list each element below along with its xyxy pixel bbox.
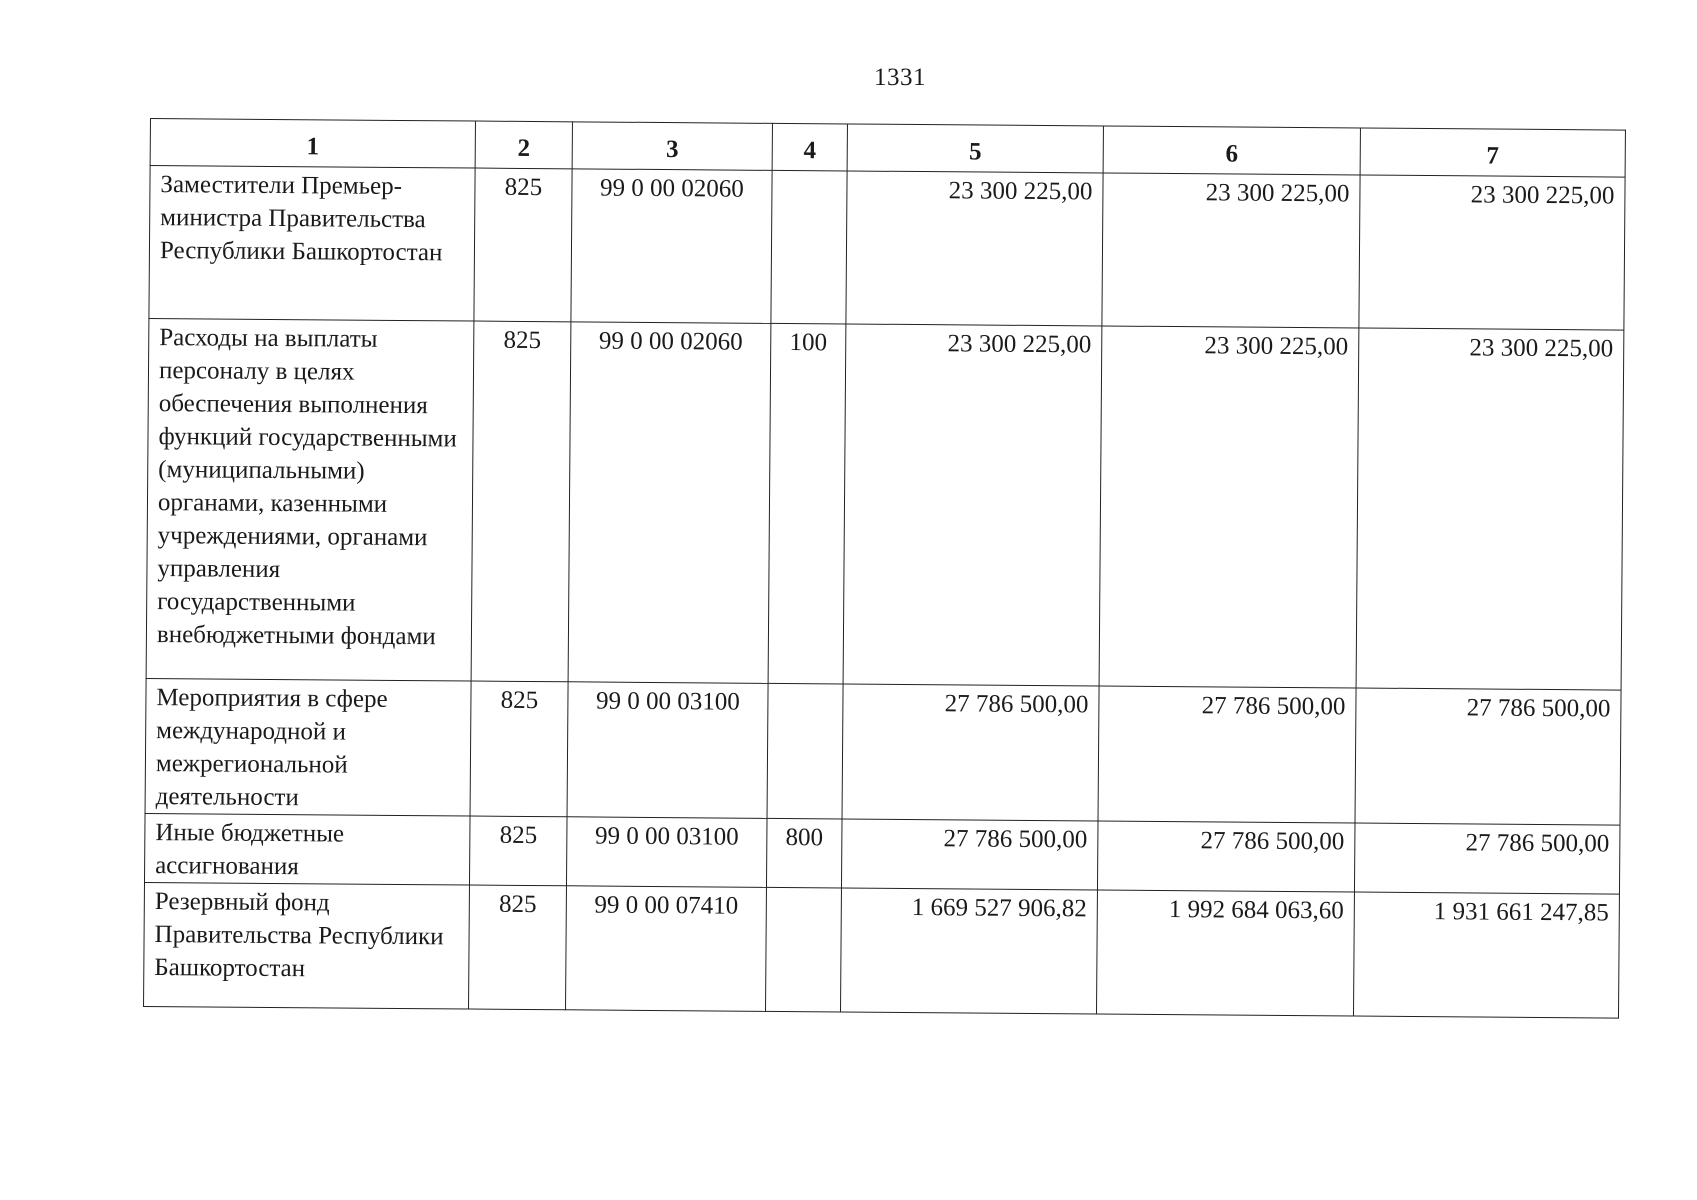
row-sum-2: 1 992 684 063,60 xyxy=(1096,890,1354,1016)
row-name: Иные бюджетные ассигнования xyxy=(144,813,470,885)
header-col-5: 5 xyxy=(847,124,1103,173)
row-sum-3: 1 931 661 247,85 xyxy=(1353,892,1619,1018)
row-csr: 99 0 00 03100 xyxy=(567,682,768,819)
row-sum-3: 27 786 500,00 xyxy=(1355,688,1621,825)
row-csr: 99 0 00 02060 xyxy=(568,322,771,684)
row-ved: 825 xyxy=(469,816,567,886)
row-vr: 800 xyxy=(766,818,842,888)
row-sum-1: 1 669 527 906,82 xyxy=(841,888,1098,1014)
table-row xyxy=(144,813,1619,894)
row-sum-2: 23 300 225,00 xyxy=(1099,326,1359,688)
row-vr xyxy=(771,170,847,324)
row-sum-3: 23 300 225,00 xyxy=(1356,328,1624,690)
row-sum-2: 27 786 500,00 xyxy=(1097,821,1355,892)
row-sum-1: 23 300 225,00 xyxy=(843,324,1102,686)
row-csr: 99 0 00 02060 xyxy=(571,169,772,324)
row-name: Мероприятия в сфере международной и межрегиональной деятельности xyxy=(145,678,471,816)
row-csr: 99 0 00 03100 xyxy=(566,817,767,888)
table-row xyxy=(146,318,1624,690)
budget-table-container xyxy=(143,118,1625,1019)
budget-table xyxy=(143,118,1626,1019)
header-col-6: 6 xyxy=(1103,126,1360,175)
row-csr: 99 0 00 07410 xyxy=(566,886,767,1012)
row-sum-1: 23 300 225,00 xyxy=(846,171,1103,326)
row-sum-2: 27 786 500,00 xyxy=(1098,686,1356,823)
row-ved: 825 xyxy=(470,681,568,817)
header-col-2: 2 xyxy=(475,121,572,169)
row-name: Резервный фонд Правительства Республики Башкортостан xyxy=(144,882,470,1009)
table-row xyxy=(149,166,1625,331)
row-ved: 825 xyxy=(469,885,567,1010)
row-ved: 825 xyxy=(474,168,572,322)
row-name: Заместители Премьер-министра Правительства Республики Башкортостан xyxy=(149,166,475,322)
table-row xyxy=(145,678,1621,825)
header-col-1: 1 xyxy=(150,119,475,169)
row-vr: 100 xyxy=(768,323,846,684)
row-vr xyxy=(767,683,843,819)
row-vr xyxy=(766,887,842,1012)
row-sum-2: 23 300 225,00 xyxy=(1102,173,1360,328)
table-row xyxy=(144,882,1620,1018)
header-col-7: 7 xyxy=(1360,128,1625,177)
row-ved: 825 xyxy=(471,321,571,682)
row-sum-1: 27 786 500,00 xyxy=(842,684,1099,821)
row-sum-3: 27 786 500,00 xyxy=(1354,823,1620,894)
row-name: Расходы на выплаты персоналу в целях обеспечения выполнения функций государственными (муниципальными) органами, казенными учреждениями, органами управления государственными внебюджетными фондами xyxy=(146,318,474,681)
row-sum-3: 23 300 225,00 xyxy=(1359,175,1625,330)
header-col-3: 3 xyxy=(572,122,772,171)
page-number: 1331 xyxy=(874,64,926,91)
header-col-4: 4 xyxy=(772,123,847,171)
row-sum-1: 27 786 500,00 xyxy=(841,819,1098,890)
